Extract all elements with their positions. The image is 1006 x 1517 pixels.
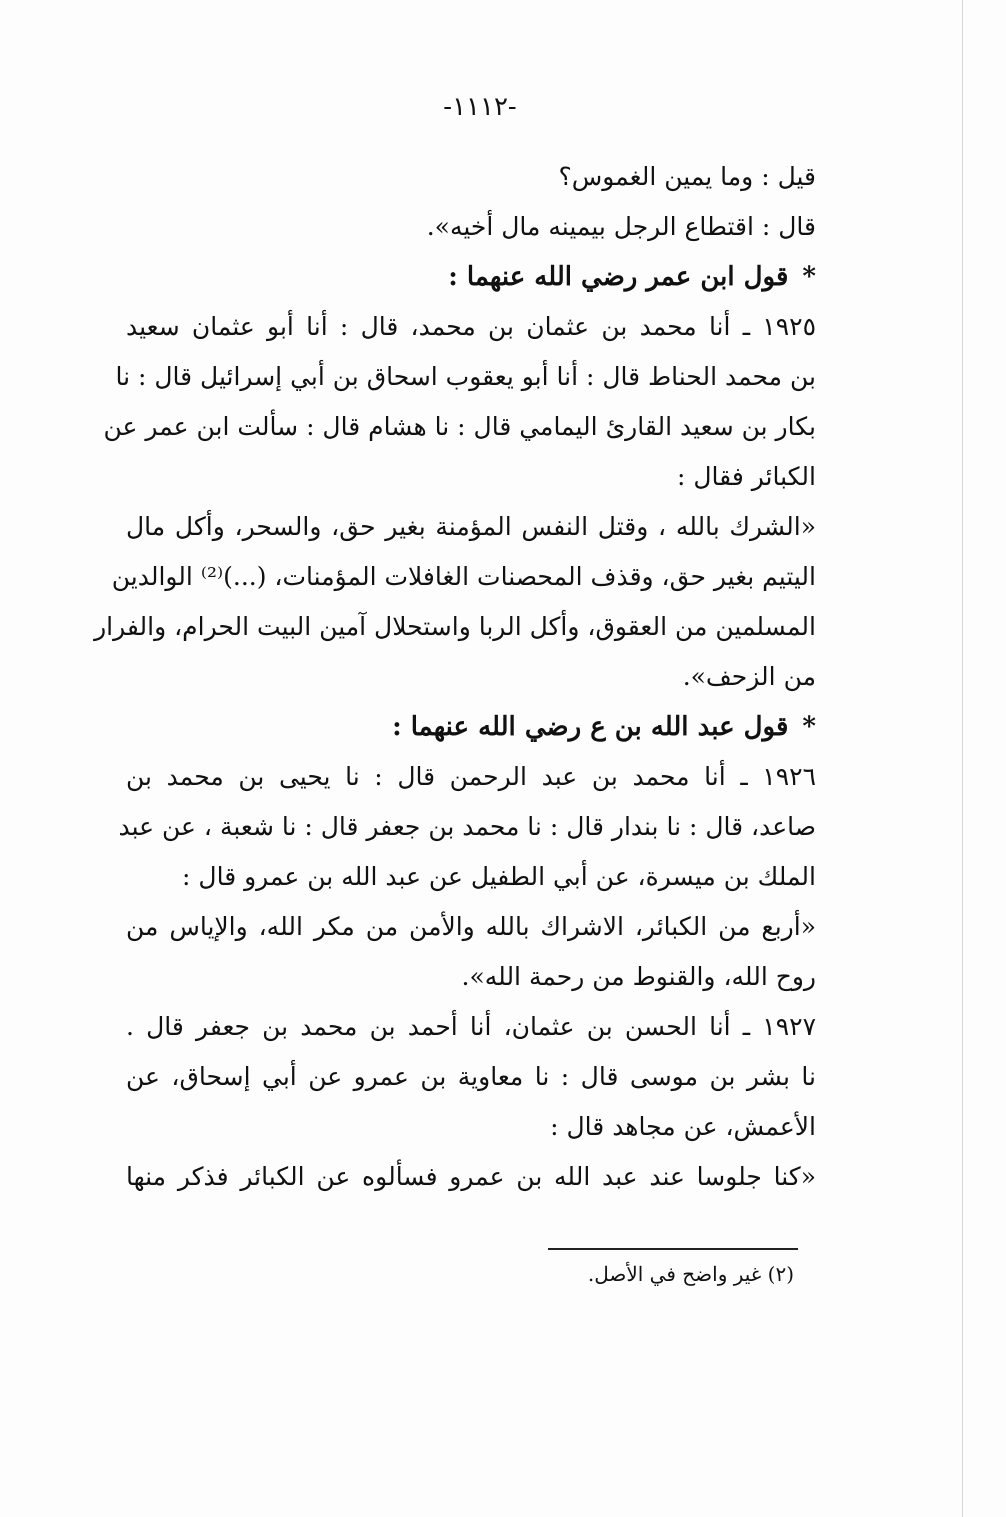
section-heading: [126, 702, 816, 752]
text-line: نا بشر بن موسى قال : نا معاوية بن عمرو عن أبي إسحاق، عن: [126, 1062, 816, 1091]
footnote: (٢) غير واضح في الأصل.: [587, 1262, 794, 1286]
text-line: الملك بن ميسرة، عن أبي الطفيل عن عبد الله بن عمرو قال :: [182, 862, 816, 891]
text-line: من الزحف».: [682, 662, 816, 691]
text-line: قيل : وما يمين الغموس؟: [558, 162, 816, 191]
text-line: اليتيم بغير حق، وقذف المحصنات الغافلات المؤمنات، (...)⁽²⁾ الوالدين: [111, 562, 816, 591]
text-line: صاعد، قال : نا بندار قال : نا محمد بن جعفر قال : نا شعبة ، عن عبد: [118, 812, 816, 841]
heading-asterisk: *: [802, 262, 816, 292]
section-heading: [126, 252, 816, 302]
body-text: [94, 152, 816, 1202]
footnote-divider: [548, 1248, 798, 1250]
text-line: ١٩٢٦ ـ أنا محمد بن عبد الرحمن قال : نا يحيى بن محمد بن: [126, 762, 816, 791]
text-line: الكبائر فقال :: [677, 462, 816, 491]
heading-text: قول عبد الله بن ع رضي الله عنهما :: [392, 712, 789, 742]
text-line: «كنا جلوسا عند عبد الله بن عمرو فسألوه عن الكبائر فذكر منها: [126, 1162, 816, 1191]
text-line: بكار بن سعيد القارئ اليمامي قال : نا هشام قال : سألت ابن عمر عن: [103, 412, 816, 441]
text-line: «أربع من الكبائر، الاشراك بالله والأمن من مكر الله، والإياس من: [126, 912, 816, 941]
page-edge-line: [962, 0, 963, 1517]
page-number: -١١١٢-: [443, 92, 517, 122]
text-line: المسلمين من العقوق، وأكل الربا واستحلال آمين البيت الحرام، والفرار: [94, 612, 816, 641]
text-line: قال : اقتطاع الرجل بيمينه مال أخيه».: [426, 212, 816, 241]
text-line: روح الله، والقنوط من رحمة الله».: [461, 962, 816, 991]
text-line: ١٩٢٧ ـ أنا الحسن بن عثمان، أنا أحمد بن محمد بن جعفر قال .: [126, 1012, 816, 1041]
text-line: الأعمش، عن مجاهد قال :: [550, 1112, 816, 1141]
text-line: «الشرك بالله ، وقتل النفس المؤمنة بغير حق، والسحر، وأكل مال: [126, 512, 816, 541]
text-line: بن محمد الحناط قال : أنا أبو يعقوب اسحاق بن أبي إسرائيل قال : نا: [115, 362, 816, 391]
heading-asterisk: *: [802, 712, 816, 742]
text-line: ١٩٢٥ ـ أنا محمد بن عثمان بن محمد، قال : أنا أبو عثمان سعيد: [126, 312, 816, 341]
heading-text: قول ابن عمر رضي الله عنهما :: [448, 262, 789, 292]
